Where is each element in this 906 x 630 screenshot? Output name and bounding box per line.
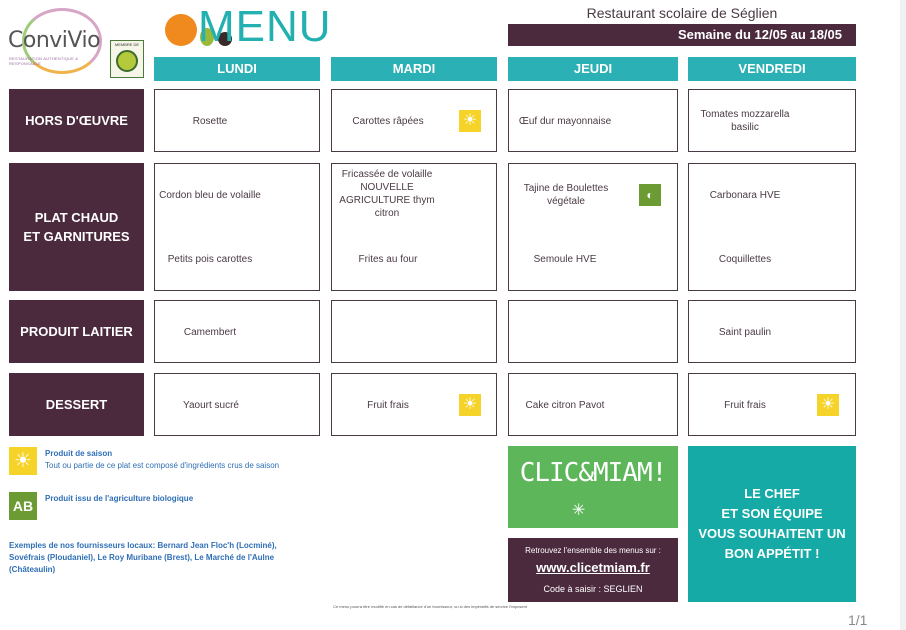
chef-message: LE CHEF ET SON ÉQUIPE VOUS SOUHAITENT UN BON APPÉTIT !	[698, 486, 846, 561]
clicetmiam-info-box	[508, 538, 678, 602]
dish-text: Œuf dur mayonnaise	[518, 116, 612, 127]
cell-dessert-mardi	[331, 373, 497, 436]
cell-dessert-lundi	[154, 373, 320, 436]
week-banner: Semaine du 12/05 au 18/05	[508, 24, 856, 46]
row-header-dessert: DESSERT	[9, 373, 144, 436]
cell-laitier-mardi	[331, 300, 497, 363]
side-text: Coquillettes	[718, 254, 772, 265]
sun-icon: ☀	[817, 394, 839, 416]
row-header-hors-oeuvre: HORS D'ŒUVRE	[9, 89, 144, 152]
pumpkin-illustration-icon	[165, 14, 197, 46]
dish-text: Saint paulin	[718, 327, 772, 338]
legend-bio-title: Produit issu de l'agriculture biologique	[45, 494, 194, 503]
cell-laitier-jeudi	[508, 300, 678, 363]
clicetmiam-logo: CLIC&MIAM!	[508, 446, 678, 528]
cell-dessert-vendredi	[688, 373, 856, 436]
sun-icon: ☀	[459, 394, 481, 416]
side-text: Semoule HVE	[533, 254, 597, 265]
cell-dessert-jeudi	[508, 373, 678, 436]
day-header-lundi: LUNDI	[154, 57, 320, 81]
legend-season-desc: Tout ou partie de ce plat est composé d'ingrédients crus de saison	[45, 461, 280, 470]
dish-text: Fricassée de volaille NOUVELLE AGRICULTURE thym citron	[339, 169, 435, 219]
cell-laitier-vendredi	[688, 300, 856, 363]
cell-plat-mardi	[331, 163, 497, 291]
row-header-laitier: PRODUIT LAITIER	[9, 300, 144, 363]
day-header-mardi: MARDI	[331, 57, 497, 81]
footer-disclaimer: Ce menu pourra être modifié en cas de défaillance d'un fournisseur, ou si des impératifs de service l'imposent	[333, 604, 527, 609]
cell-plat-jeudi	[508, 163, 678, 291]
dish-text: Carbonara HVE	[709, 190, 781, 201]
chef-message-box	[688, 446, 856, 602]
restaurant-name: Restaurant scolaire de Séglien	[586, 5, 778, 21]
cell-laitier-lundi	[154, 300, 320, 363]
dish-text: Carottes râpées	[352, 116, 424, 127]
member-badge-emblem-icon	[116, 50, 138, 72]
cell-hors-oeuvre-lundi	[154, 89, 320, 152]
page-indicator: 1/1	[848, 612, 868, 628]
dish-text: Rosette	[192, 116, 228, 127]
clicetmiam-code: Code à saisir : SEGLIEN	[543, 584, 643, 594]
member-badge-text: MEMBRE DE	[114, 42, 140, 47]
cursor-click-icon: ✳	[572, 502, 586, 519]
scrollbar[interactable]	[900, 0, 906, 630]
dish-text: Tajine de Boulettes végétale	[523, 183, 609, 207]
legend-season-title: Produit de saison	[45, 449, 113, 458]
day-header-jeudi: JEUDI	[508, 57, 678, 81]
dish-text: Cake citron Pavot	[525, 400, 605, 411]
dish-text: Cordon bleu de volaille	[159, 190, 261, 201]
clicetmiam-link[interactable]: www.clicetmiam.fr	[536, 560, 650, 575]
dish-text: Yaourt sucré	[183, 400, 239, 411]
dish-text: Tomates mozzarella basilic	[700, 109, 790, 133]
legend-ab-organic-icon: AB	[9, 492, 37, 520]
ab-organic-icon: ◐	[639, 184, 661, 206]
cell-hors-oeuvre-vendredi	[688, 89, 856, 152]
legend-suppliers: Exemples de nos fournisseurs locaux: Bernard Jean Floc'h (Locminé), Sovéfrais (Ploudaniel), Le Roy Muribane (Brest), Le Marché de l'Aulne (Châteaulin)	[9, 541, 277, 574]
dish-text: Fruit frais	[724, 400, 766, 411]
row-header-plat: PLAT CHAUD ET GARNITURES	[9, 163, 144, 291]
cell-hors-oeuvre-jeudi	[508, 89, 678, 152]
menu-title: MENU	[198, 2, 332, 51]
brand-tagline: RESTAURATION AUTHENTIQUE & RESPONSABLE	[9, 56, 79, 66]
dish-text: Camembert	[183, 327, 237, 338]
day-header-vendredi: VENDREDI	[688, 57, 856, 81]
brand-name: ConviVio	[8, 28, 101, 53]
side-text: Petits pois carottes	[167, 254, 253, 265]
side-text: Frites au four	[358, 254, 418, 265]
legend-sun-icon: ☀	[9, 447, 37, 475]
dish-text: Fruit frais	[367, 400, 409, 411]
clicetmiam-intro: Retrouvez l'ensemble des menus sur :	[525, 546, 661, 555]
cell-hors-oeuvre-mardi	[331, 89, 497, 152]
cell-plat-lundi	[154, 163, 320, 291]
cell-plat-vendredi	[688, 163, 856, 291]
sun-icon: ☀	[459, 110, 481, 132]
